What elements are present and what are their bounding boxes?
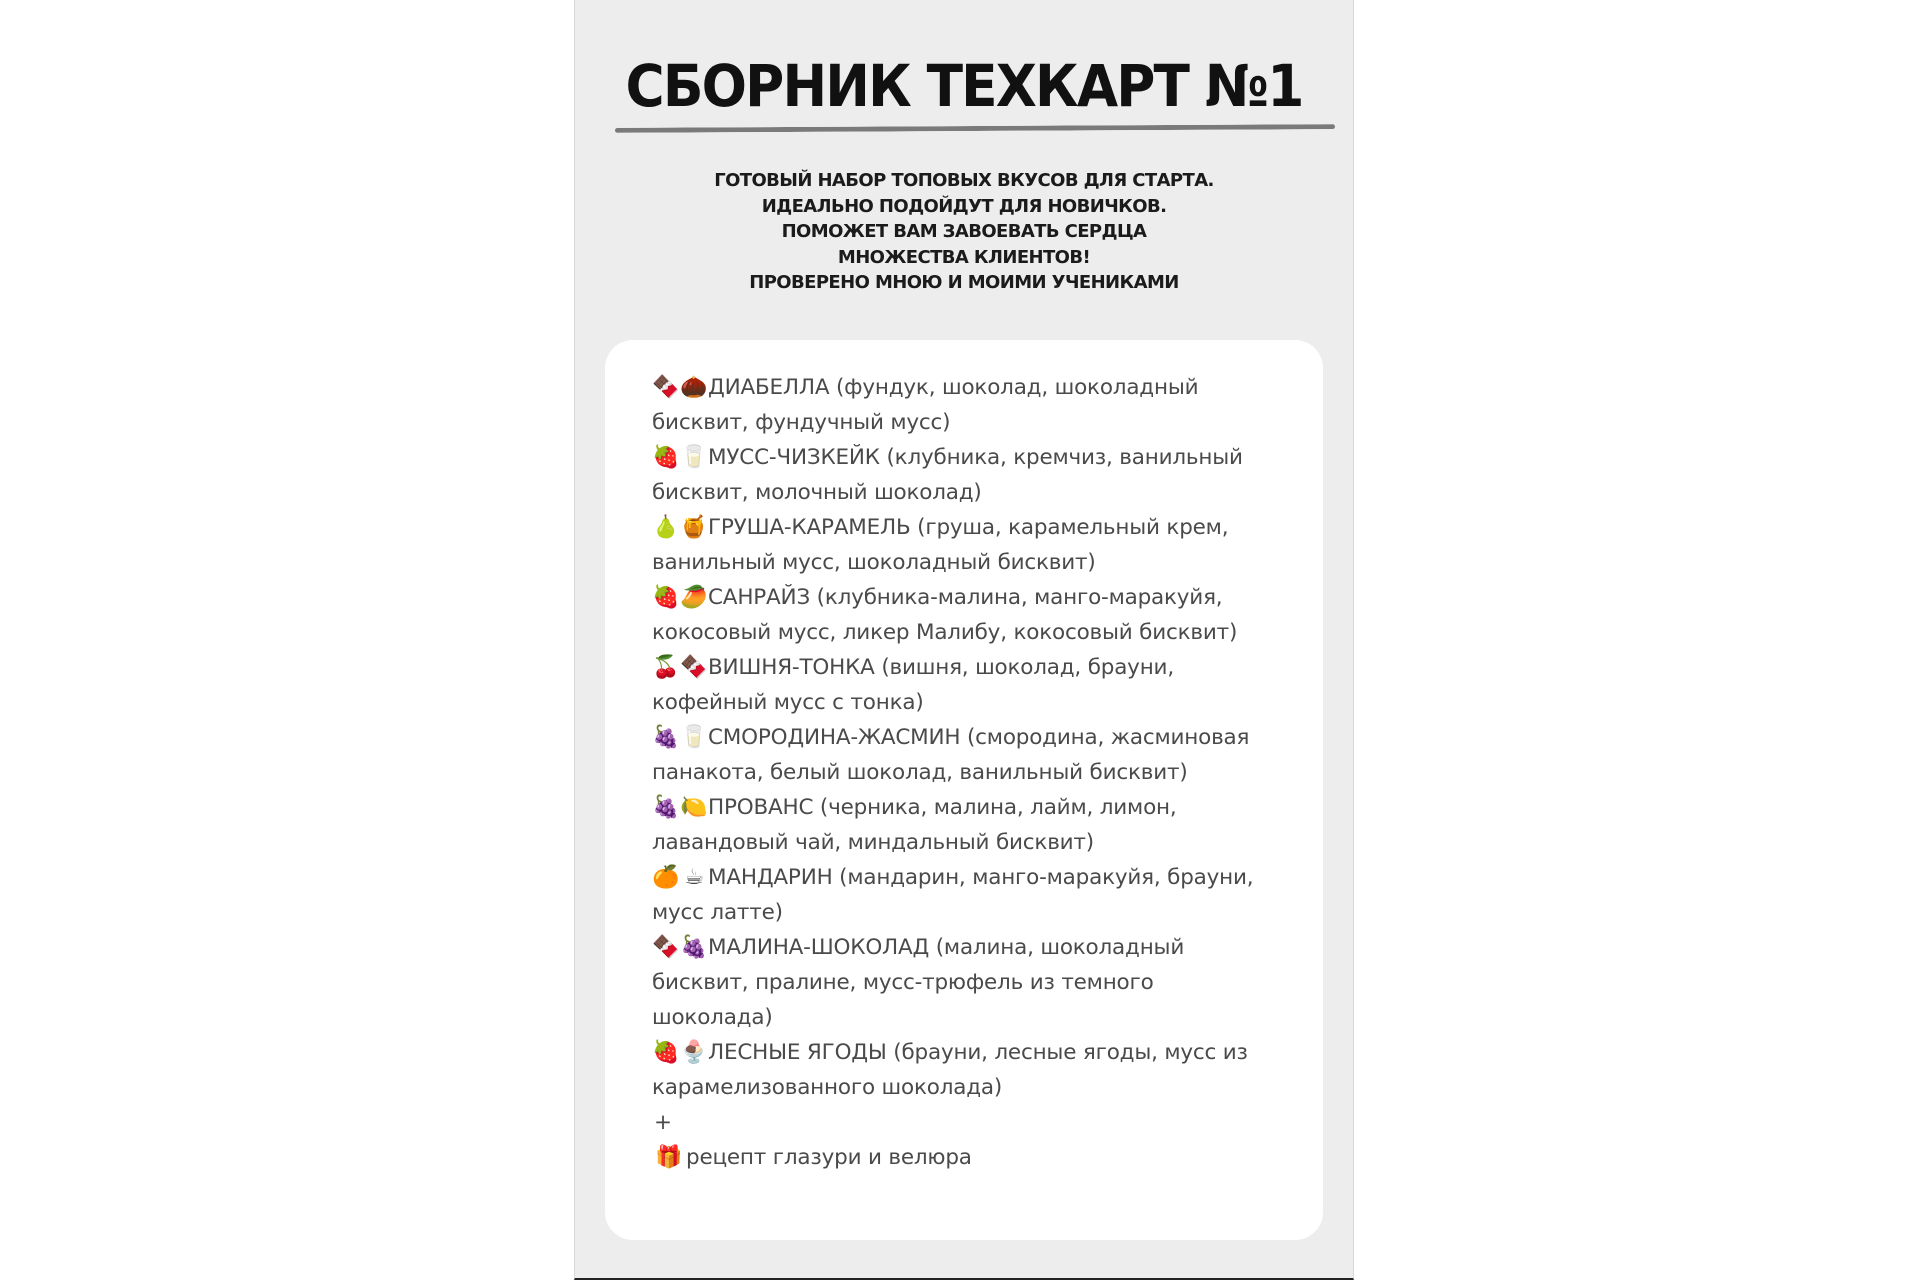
- recipe-item: [652, 580, 1272, 650]
- recipe-item: [652, 790, 1272, 860]
- strawberry-icon: 🍓: [652, 1040, 680, 1065]
- mango-icon: 🥭: [680, 585, 708, 610]
- bonus-item: [652, 1140, 1272, 1175]
- pear-icon: 🍐: [652, 515, 680, 540]
- grapes-icon: 🍇: [652, 725, 680, 750]
- recipe-text: ДИАБЕЛЛА (фундук, шоколад, шоколадный бисквит, фундучный мусс): [652, 375, 1199, 435]
- subtitle-line: МНОЖЕСТВА КЛИЕНТОВ!: [837, 246, 1091, 268]
- coffee-cup-icon: ☕: [684, 865, 704, 890]
- recipe-item: [652, 510, 1272, 580]
- chocolate-bar-icon: 🍫: [680, 655, 708, 680]
- bonus-text: рецепт глазури и велюра: [686, 1145, 972, 1170]
- chestnut-icon: 🌰: [680, 375, 708, 400]
- recipe-item: [652, 1035, 1272, 1105]
- cherries-icon: 🍒: [652, 655, 680, 680]
- subtitle-line: ИДЕАЛЬНО ПОДОЙДУТ ДЛЯ НОВИЧКОВ.: [761, 195, 1167, 217]
- recipe-list-card: [605, 340, 1323, 1240]
- recipe-text: МАЛИНА-ШОКОЛАД (малина, шоколадный бисквит, пралине, мусс-трюфель из темного шоколада): [652, 935, 1185, 1030]
- recipe-item: [652, 930, 1272, 1035]
- recipe-text: ЛЕСНЫЕ ЯГОДЫ (брауни, лесные ягоды, мусс из карамелизованного шоколада): [652, 1040, 1248, 1100]
- milk-glass-icon: 🥛: [680, 445, 708, 470]
- recipe-item: [652, 440, 1272, 510]
- recipe-item: [652, 370, 1272, 440]
- chocolate-bar-icon: 🍫: [652, 375, 680, 400]
- ice-cream-icon: 🍨: [680, 1040, 708, 1065]
- title-underline: [615, 124, 1335, 133]
- grapes-icon: 🍇: [680, 935, 708, 960]
- recipe-item: [652, 720, 1272, 790]
- recipe-item: [652, 650, 1272, 720]
- recipe-item: [652, 860, 1272, 930]
- recipe-text: МАНДАРИН (мандарин, манго-маракуйя, брауни, мусс латте): [652, 865, 1254, 925]
- tangerine-icon: 🍊: [652, 865, 680, 890]
- honey-pot-icon: 🍯: [680, 515, 708, 540]
- milk-glass-icon: 🥛: [680, 725, 708, 750]
- grapes-icon: 🍇: [652, 795, 680, 820]
- subtitle-line: ПОМОЖЕТ ВАМ ЗАВОЕВАТЬ СЕРДЦА: [781, 221, 1147, 242]
- plus-sign: +: [654, 1110, 672, 1135]
- recipe-list: [652, 370, 1293, 1105]
- techcard-page: [574, 0, 1354, 1280]
- strawberry-icon: 🍓: [652, 585, 680, 610]
- subtitle: [575, 168, 1353, 296]
- chocolate-bar-icon: 🍫: [652, 935, 680, 960]
- recipe-text: МУСС-ЧИЗКЕЙК (клубника, кремчиз, ванильный бисквит, молочный шоколад): [652, 445, 1243, 505]
- strawberry-icon: 🍓: [652, 445, 680, 470]
- lemon-icon: 🍋: [680, 795, 708, 820]
- recipe-text: СМОРОДИНА-ЖАСМИН (смородина, жасминовая панакота, белый шоколад, ванильный бисквит): [652, 725, 1250, 785]
- recipe-text: ПРОВАНС (черника, малина, лайм, лимон, лавандовый чай, миндальный бисквит): [652, 795, 1177, 855]
- recipe-text: ГРУША-КАРАМЕЛЬ (груша, карамельный крем, ванильный мусс, шоколадный бисквит): [652, 515, 1229, 575]
- gift-icon: 🎁: [655, 1145, 683, 1170]
- recipe-text: САНРАЙЗ (клубника-малина, манго-маракуйя, кокосовый мусс, ликер Малибу, кокосовый бисквит): [652, 585, 1238, 645]
- page-title: СБОРНИК ТЕХКАРТ №1: [625, 52, 1303, 120]
- recipe-text: ВИШНЯ-ТОНКА (вишня, шоколад, брауни, кофейный мусс с тонка): [652, 655, 1174, 715]
- subtitle-line: ГОТОВЫЙ НАБОР ТОПОВЫХ ВКУСОВ ДЛЯ СТАРТА.: [714, 170, 1214, 191]
- subtitle-line: ПРОВЕРЕНО МНОЮ И МОИМИ УЧЕНИКАМИ: [749, 272, 1179, 293]
